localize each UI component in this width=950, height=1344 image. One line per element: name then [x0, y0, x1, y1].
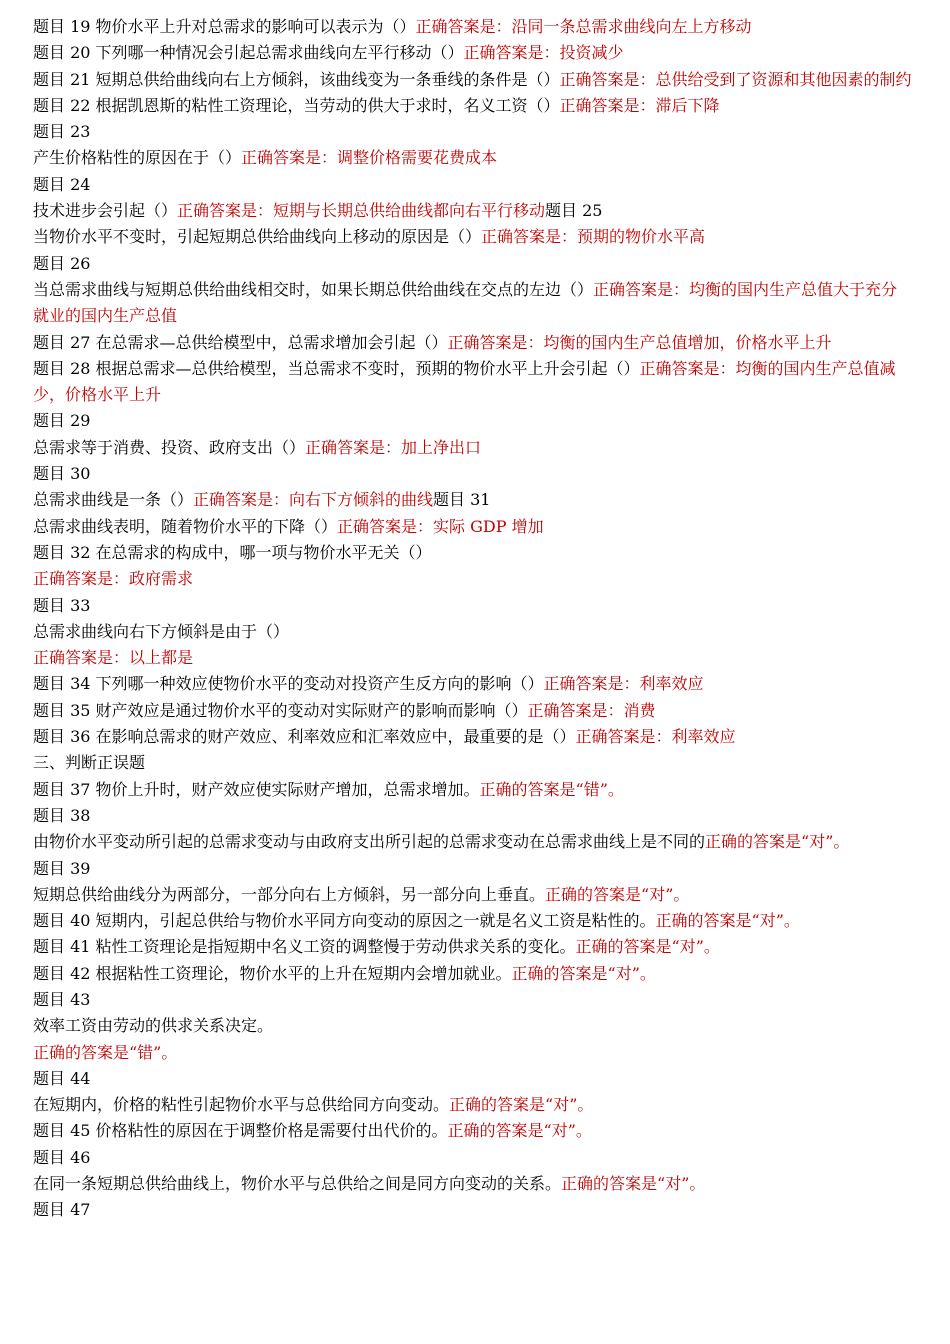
question-text: 题目 19 物价水平上升对总需求的影响可以表示为（） [33, 17, 416, 36]
answer-text: 正确的答案是“对”。 [575, 937, 720, 957]
question-text: 题目 41 粘性工资理论是指短期中名义工资的调整慢于劳动供求关系的变化。 [33, 937, 576, 957]
text-line [33, 698, 912, 724]
text-line [33, 934, 912, 960]
question-text: 题目 22 根据凯恩斯的粘性工资理论，当劳动的供大于求时，名义工资（） [33, 95, 560, 115]
text-line [33, 856, 912, 882]
question-text: 总需求曲线是一条（） [33, 490, 194, 510]
answer-text: 正确的答案是“对”。 [705, 832, 850, 852]
text-line [33, 1145, 912, 1171]
question-text: 短期总供给曲线分为两部分，一部分向右上方倾斜，另一部分向上垂直。 [33, 884, 546, 904]
answer-text: 正确答案是：投资减少 [463, 43, 624, 63]
answer-text: 正确答案是：沿同一条总需求曲线向左上方移动 [415, 17, 752, 36]
question-text: 题目 40 短期内，引起总供给与物价水平同方向变动的原因之一就是名义工资是粘性的。 [33, 911, 656, 931]
question-text: 题目 29 [33, 411, 91, 431]
text-line [33, 724, 912, 750]
answer-text: 正确答案是：实际 GDP 增加 [337, 516, 544, 536]
answer-text: 正确答案是：向右下方倾斜的曲线 [193, 490, 434, 510]
text-line [33, 487, 912, 513]
answer-text: 正确答案是：调整价格需要花费成本 [241, 148, 498, 168]
text-line [33, 14, 912, 40]
text-line [33, 987, 912, 1013]
text-line [33, 1171, 912, 1197]
question-text: 题目 47 [33, 1200, 91, 1220]
question-text: 产生价格粘性的原因在于（） [33, 148, 242, 168]
text-line [33, 277, 912, 330]
answer-text: 正确答案是：预期的物价水平高 [481, 227, 706, 247]
text-line [33, 356, 912, 409]
text-line [33, 198, 912, 224]
text-line [33, 1040, 912, 1066]
text-line [33, 750, 912, 776]
answer-text: 正确答案是：利率效应 [575, 727, 736, 747]
answer-text: 正确答案是：利率效应 [543, 674, 704, 694]
text-line [33, 619, 912, 645]
question-text: 题目 32 在总需求的构成中，哪一项与物价水平无关（） [33, 542, 432, 562]
answer-text: 正确的答案是“对”。 [449, 1095, 594, 1115]
text-line [33, 40, 912, 66]
answer-text: 正确的答案是“对”。 [545, 884, 690, 904]
answer-text: 正确的答案是“对”。 [655, 911, 800, 931]
question-text: 当物价水平不变时，引起短期总供给曲线向上移动的原因是（） [33, 227, 482, 247]
question-text: 题目 46 [33, 1147, 91, 1167]
text-line [33, 777, 912, 803]
text-line [33, 67, 912, 93]
answer-text: 正确的答案是“错”。 [33, 1042, 178, 1062]
question-text: 题目 27 在总需求—总供给模型中，总需求增加会引起（） [33, 332, 448, 352]
text-line [33, 908, 912, 934]
question-text: 总需求等于消费、投资、政府支出（） [33, 437, 306, 457]
text-line [33, 514, 912, 540]
question-text: 题目 28 根据总需求—总供给模型，当总需求不变时，预期的物价水平上升会引起（） [33, 358, 640, 378]
answer-text: 正确答案是：加上净出口 [305, 437, 482, 457]
answer-text: 正确答案是：滞后下降 [559, 95, 720, 115]
answer-text: 正确的答案是“错”。 [479, 779, 624, 799]
text-line [33, 461, 912, 487]
question-text: 题目 31 [433, 490, 491, 510]
question-text: 题目 39 [33, 858, 91, 878]
question-text: 三、判断正误题 [33, 753, 146, 773]
answer-text: 正确答案是：总供给受到了资源和其他因素的制约 [559, 69, 912, 89]
question-text: 在同一条短期总供给曲线上，物价水平与总供给之间是同方向变动的关系。 [33, 1174, 562, 1194]
answer-text: 正确答案是：短期与长期总供给曲线都向右平行移动 [177, 201, 546, 221]
question-text: 题目 37 物价上升时，财产效应使实际财产增加，总需求增加。 [33, 779, 480, 799]
question-text: 总需求曲线表明，随着物价水平的下降（） [33, 516, 338, 536]
question-text: 在短期内，价格的粘性引起物价水平与总供给同方向变动。 [33, 1095, 450, 1115]
text-line [33, 829, 912, 855]
question-text: 题目 26 [33, 253, 91, 273]
answer-text: 正确答案是：以上都是 [33, 648, 194, 668]
question-text: 当总需求曲线与短期总供给曲线相交时，如果长期总供给曲线在交点的左边（） [33, 279, 594, 299]
question-text: 效率工资由劳动的供求关系决定。 [33, 1016, 274, 1036]
text-line [33, 330, 912, 356]
question-text: 题目 24 [33, 174, 91, 194]
text-line [33, 251, 912, 277]
question-text: 题目 30 [33, 464, 91, 484]
text-line [33, 803, 912, 829]
answer-text: 正确答案是：均衡的国内生产总值大于充分就业的国内生产总值 [33, 279, 898, 326]
text-line [33, 119, 912, 145]
question-text: 题目 43 [33, 989, 91, 1009]
answer-text: 正确的答案是“对”。 [561, 1174, 706, 1194]
text-line [33, 1013, 912, 1039]
answer-text: 正确答案是：均衡的国内生产总值减少，价格水平上升 [33, 358, 896, 405]
text-line [33, 435, 912, 461]
text-line [33, 593, 912, 619]
question-text: 题目 45 价格粘性的原因在于调整价格是需要付出代价的。 [33, 1121, 448, 1141]
text-line [33, 1197, 912, 1223]
text-line [33, 671, 912, 697]
text-line [33, 540, 912, 566]
answer-text: 正确答案是：均衡的国内生产总值增加，价格水平上升 [447, 332, 832, 352]
text-line [33, 1066, 912, 1092]
text-line [33, 172, 912, 198]
question-text: 题目 44 [33, 1068, 91, 1088]
question-text: 题目 33 [33, 595, 91, 615]
text-line [33, 224, 912, 250]
text-line [33, 961, 912, 987]
text-line [33, 93, 912, 119]
text-line [33, 145, 912, 171]
question-text: 题目 20 下列哪一种情况会引起总需求曲线向左平行移动（） [33, 43, 464, 63]
text-line [33, 408, 912, 434]
answer-text: 正确答案是：消费 [527, 700, 656, 720]
question-text: 总需求曲线向右下方倾斜是由于（） [33, 621, 290, 641]
question-text: 题目 36 在影响总需求的财产效应、利率效应和汇率效应中，最重要的是（） [33, 727, 576, 747]
text-line [33, 1092, 912, 1118]
question-text: 技术进步会引起（） [33, 201, 178, 221]
question-text: 题目 23 [33, 122, 91, 142]
question-text: 题目 34 下列哪一种效应使物价水平的变动对投资产生反方向的影响（） [33, 674, 544, 694]
answer-text: 正确答案是：政府需求 [33, 569, 194, 589]
question-text: 由物价水平变动所引起的总需求变动与由政府支出所引起的总需求变动在总需求曲线上是不同的 [33, 832, 706, 852]
text-line [33, 1118, 912, 1144]
question-text: 题目 35 财产效应是通过物价水平的变动对实际财产的影响而影响（） [33, 700, 528, 720]
answer-text: 正确的答案是“对”。 [447, 1121, 592, 1141]
answer-text: 正确的答案是“对”。 [511, 963, 656, 983]
question-text: 题目 25 [545, 201, 603, 221]
question-text: 题目 21 短期总供给曲线向右上方倾斜，该曲线变为一条垂线的条件是（） [33, 69, 560, 89]
text-line [33, 645, 912, 671]
question-text: 题目 42 根据粘性工资理论，物价水平的上升在短期内会增加就业。 [33, 963, 512, 983]
text-line [33, 566, 912, 592]
question-text: 题目 38 [33, 805, 91, 825]
text-line [33, 882, 912, 908]
